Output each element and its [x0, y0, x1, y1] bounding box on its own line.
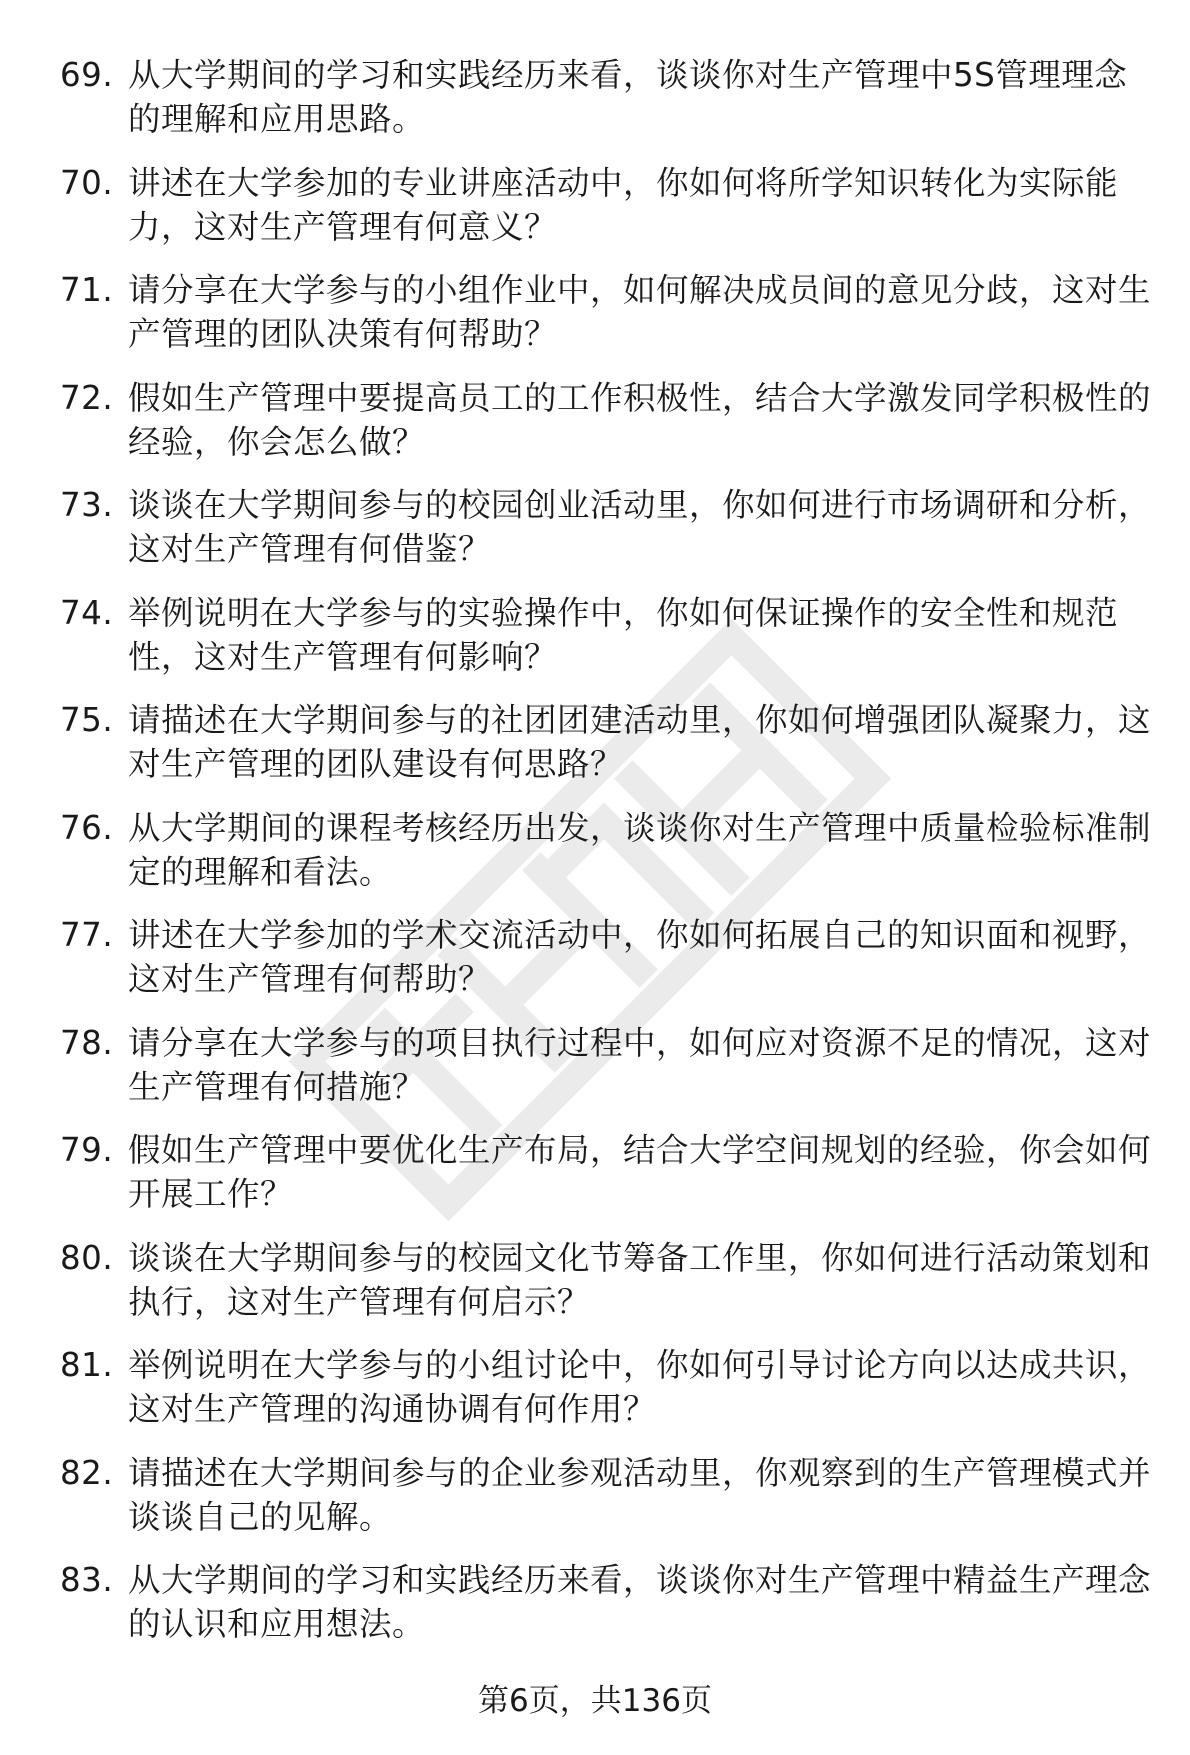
question-number: 74. — [60, 593, 114, 632]
question-number: 76. — [60, 808, 114, 847]
question-item — [60, 376, 1160, 464]
question-text: 假如生产管理中要优化生产布局，结合大学空间规划的经验，你会如何开展工作？ — [128, 1131, 1152, 1213]
question-text: 举例说明在大学参与的实验操作中，你如何保证操作的安全性和规范性，这对生产管理有何影响？ — [128, 593, 1119, 676]
question-number: 80. — [60, 1238, 114, 1277]
question-item — [60, 483, 1160, 571]
question-number: 83. — [60, 1561, 114, 1599]
question-item — [60, 1343, 1160, 1431]
question-text: 讲述在大学参加的专业讲座活动中，你如何将所学知识转化为实际能力，这对生产管理有何意义？ — [128, 163, 1119, 246]
question-item — [60, 53, 1160, 141]
question-item — [60, 1128, 1160, 1216]
question-number: 72. — [60, 378, 114, 417]
question-item — [60, 1021, 1160, 1109]
question-number: 71. — [60, 271, 114, 309]
question-number: 81. — [60, 1346, 114, 1384]
question-item — [60, 698, 1160, 786]
question-text: 从大学期间的学习和实践经历来看，谈谈你对生产管理中5S管理理念的理解和应用思路。 — [128, 56, 1128, 138]
page-footer — [0, 1679, 1190, 1723]
question-text: 从大学期间的学习和实践经历来看，谈谈你对生产管理中精益生产理念的认识和应用想法。 — [128, 1561, 1152, 1643]
page-number-label: 第6页，共136页 — [478, 1683, 712, 1719]
question-number: 69. — [60, 56, 114, 94]
question-number: 77. — [60, 916, 114, 954]
question-text: 假如生产管理中要提高员工的工作积极性，结合大学激发同学积极性的经验，你会怎么做？ — [128, 378, 1152, 461]
question-text: 请分享在大学参与的项目执行过程中，如何应对资源不足的情况，这对生产管理有何措施？ — [128, 1023, 1152, 1106]
question-number: 73. — [60, 486, 114, 524]
question-item — [60, 806, 1160, 894]
question-number: 78. — [60, 1023, 114, 1062]
question-item — [60, 268, 1160, 356]
question-number: 79. — [60, 1131, 114, 1169]
question-text: 请描述在大学期间参与的社团团建活动里，你如何增强团队凝聚力，这对生产管理的团队建设有何思路？ — [128, 701, 1152, 783]
question-number: 75. — [60, 701, 114, 739]
question-text: 讲述在大学参加的学术交流活动中，你如何拓展自己的知识面和视野，这对生产管理有何帮助？ — [128, 916, 1152, 998]
question-text: 谈谈在大学期间参与的校园文化节筹备工作里，你如何进行活动策划和执行，这对生产管理有何启示？ — [128, 1238, 1152, 1321]
question-number: 82. — [60, 1453, 114, 1492]
question-item — [60, 1451, 1160, 1539]
question-text: 谈谈在大学期间参与的校园创业活动里，你如何进行市场调研和分析，这对生产管理有何借鉴？ — [128, 486, 1152, 568]
question-number: 70. — [60, 163, 114, 202]
question-item — [60, 161, 1160, 249]
question-text: 请描述在大学期间参与的企业参观活动里，你观察到的生产管理模式并谈谈自己的见解。 — [128, 1453, 1152, 1536]
question-text: 从大学期间的课程考核经历出发，谈谈你对生产管理中质量检验标准制定的理解和看法。 — [128, 808, 1152, 891]
question-item — [60, 913, 1160, 1001]
question-text: 举例说明在大学参与的小组讨论中，你如何引导讨论方向以达成共识，这对生产管理的沟通协调有何作用？ — [128, 1346, 1152, 1428]
question-item — [60, 1236, 1160, 1324]
question-text: 请分享在大学参与的小组作业中，如何解决成员间的意见分歧，这对生产管理的团队决策有何帮助？ — [128, 271, 1152, 353]
question-item — [60, 591, 1160, 679]
question-list — [60, 53, 1160, 1666]
question-item — [60, 1558, 1160, 1646]
